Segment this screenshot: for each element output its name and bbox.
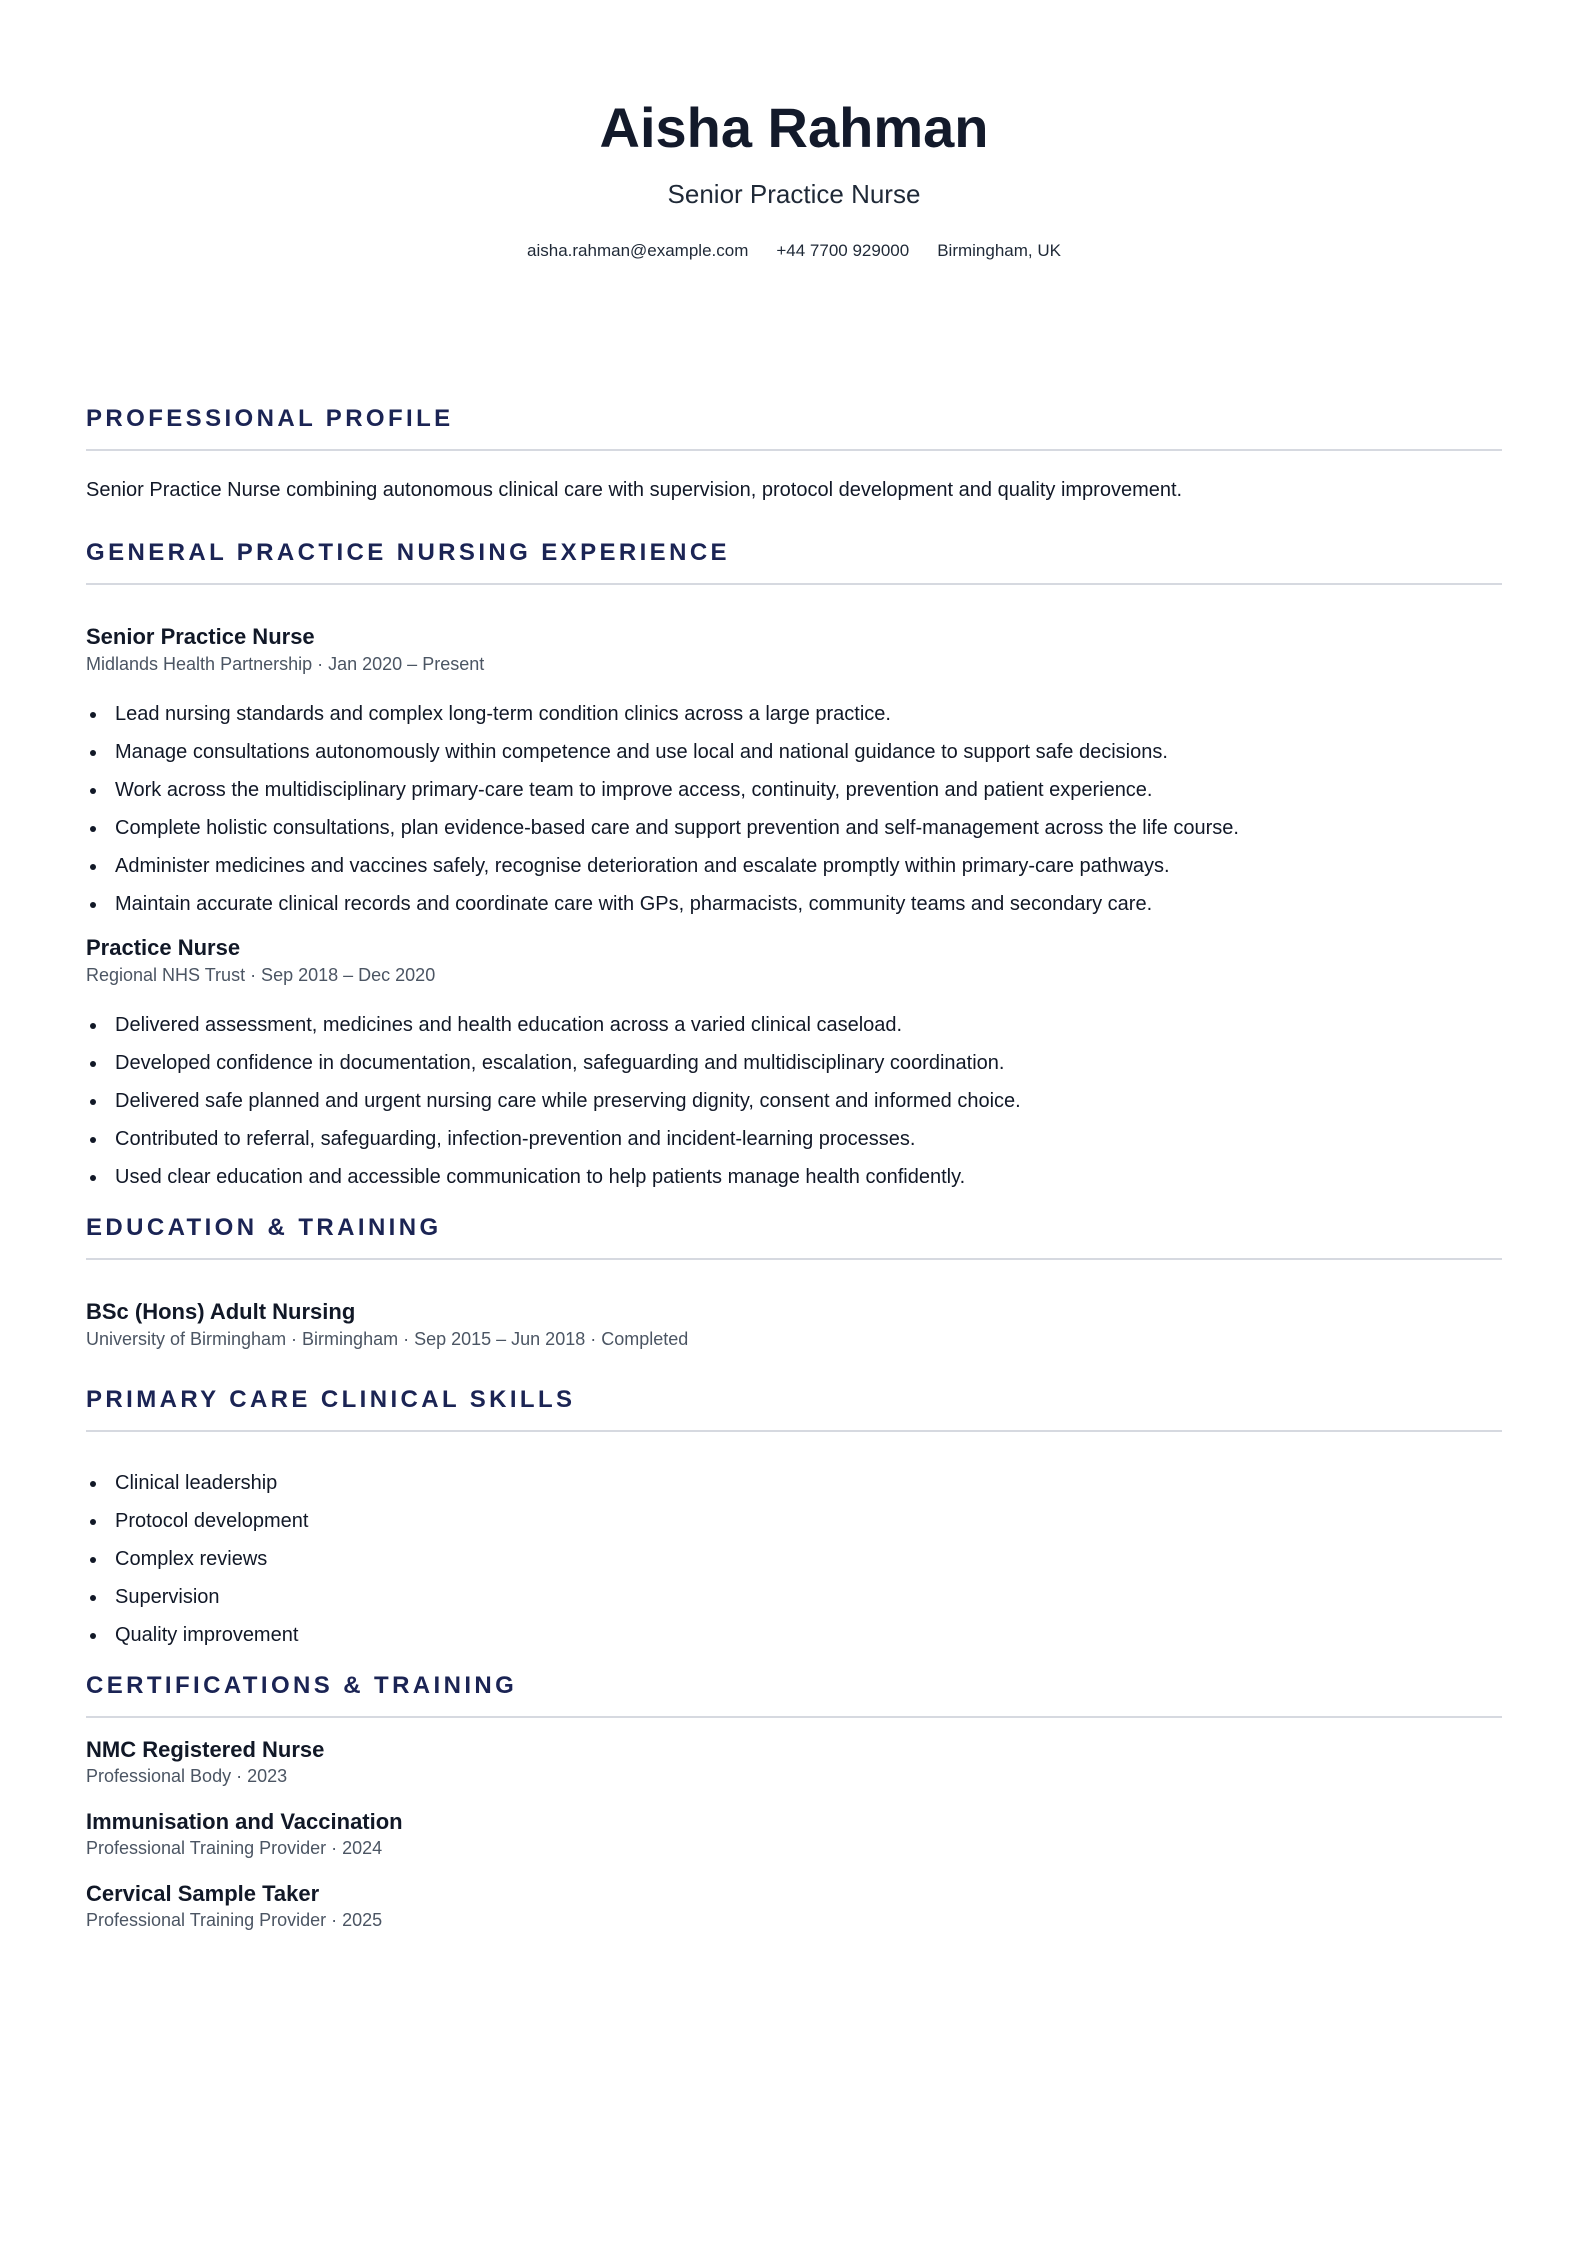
list-item: Delivered safe planned and urgent nursing care while preserving dignity, consent and informed choice. (86, 1087, 1502, 1115)
certification-title: Cervical Sample Taker (86, 1881, 320, 1906)
contact-email[interactable]: aisha.rahman@example.com (527, 241, 749, 260)
bullet-icon (90, 864, 96, 870)
bullet-icon (90, 826, 96, 832)
section-heading-profile: PROFESSIONAL PROFILE (86, 405, 454, 432)
certification-meta: Professional Body · 2023 (86, 1766, 288, 1786)
job-meta: Midlands Health Partnership · Jan 2020 – Present (86, 654, 485, 674)
job-meta: Regional NHS Trust · Sep 2018 – Dec 2020 (86, 965, 436, 985)
bullet-icon (90, 1137, 96, 1143)
list-item: Delivered assessment, medicines and health education across a varied clinical caseload. (86, 1011, 1502, 1039)
candidate-name: Aisha Rahman (599, 96, 989, 159)
section-divider (86, 583, 1502, 585)
list-item: Quality improvement (86, 1621, 1502, 1649)
section-divider (86, 449, 1502, 451)
section-heading-experience: GENERAL PRACTICE NURSING EXPERIENCE (86, 539, 730, 566)
list-item: Developed confidence in documentation, escalation, safeguarding and multidisciplinary coordination. (86, 1049, 1502, 1077)
profile-summary: Senior Practice Nurse combining autonomous clinical care with supervision, protocol development and quality improvement. (86, 479, 1183, 501)
list-item: Complex reviews (86, 1545, 1502, 1573)
skills-list (86, 1469, 1502, 1649)
contact-line (86, 240, 1502, 262)
section-certifications (86, 1671, 1502, 1932)
bullet-icon (90, 788, 96, 794)
list-item: Used clear education and accessible communication to help patients manage health confidently. (86, 1163, 1502, 1191)
contact-phone[interactable]: +44 7700 929000 (776, 241, 910, 260)
certification-meta: Professional Training Provider · 2025 (86, 1910, 383, 1930)
section-heading-education: EDUCATION & TRAINING (86, 1214, 442, 1241)
degree-meta: University of Birmingham · Birmingham · Sep 2015 – Jun 2018 · Completed (86, 1329, 689, 1349)
job-title: Senior Practice Nurse (86, 624, 315, 649)
degree-title: BSc (Hons) Adult Nursing (86, 1299, 356, 1324)
section-experience (86, 538, 1502, 1191)
list-item: Clinical leadership (86, 1469, 1502, 1497)
section-education (86, 1213, 1502, 1351)
job-bullets (86, 700, 1502, 918)
certification-meta: Professional Training Provider · 2024 (86, 1838, 383, 1858)
candidate-title: Senior Practice Nurse (667, 179, 921, 209)
bullet-icon (90, 1175, 96, 1181)
bullet-icon (90, 1481, 96, 1487)
bullet-icon (90, 1557, 96, 1563)
list-item: Protocol development (86, 1507, 1502, 1535)
resume-header (86, 0, 1502, 262)
contact-location: Birmingham, UK (937, 241, 1061, 260)
certification-title: Immunisation and Vaccination (86, 1809, 403, 1834)
bullet-icon (90, 712, 96, 718)
certification-entry (86, 1808, 1502, 1860)
job-bullets (86, 1011, 1502, 1191)
list-item: Work across the multidisciplinary primary-care team to improve access, continuity, prevention and patient experience. (86, 776, 1502, 804)
list-item: Complete holistic consultations, plan evidence-based care and support prevention and self-management across the life course. (86, 814, 1502, 842)
bullet-icon (90, 1023, 96, 1029)
bullet-icon (90, 750, 96, 756)
certification-entry (86, 1880, 1502, 1932)
list-item: Manage consultations autonomously within competence and use local and national guidance to support safe decisions. (86, 738, 1502, 766)
section-skills (86, 1385, 1502, 1649)
job-entry (86, 623, 1502, 918)
bullet-icon (90, 902, 96, 908)
bullet-icon (90, 1633, 96, 1639)
section-divider (86, 1258, 1502, 1260)
section-divider (86, 1716, 1502, 1718)
certification-title: NMC Registered Nurse (86, 1737, 325, 1762)
certification-entry (86, 1736, 1502, 1788)
section-heading-skills: PRIMARY CARE CLINICAL SKILLS (86, 1386, 576, 1413)
bullet-icon (90, 1519, 96, 1525)
list-item: Contributed to referral, safeguarding, infection-prevention and incident-learning processes. (86, 1125, 1502, 1153)
section-profile (86, 404, 1502, 504)
list-item: Supervision (86, 1583, 1502, 1611)
bullet-icon (90, 1595, 96, 1601)
section-heading-certifications: CERTIFICATIONS & TRAINING (86, 1672, 518, 1699)
section-divider (86, 1430, 1502, 1432)
job-entry (86, 934, 1502, 1191)
list-item: Lead nursing standards and complex long-term condition clinics across a large practice. (86, 700, 1502, 728)
education-entry (86, 1298, 1502, 1351)
bullet-icon (90, 1099, 96, 1105)
list-item: Administer medicines and vaccines safely, recognise deterioration and escalate promptly within primary-care pathways. (86, 852, 1502, 880)
list-item: Maintain accurate clinical records and coordinate care with GPs, pharmacists, community teams and secondary care. (86, 890, 1502, 918)
bullet-icon (90, 1061, 96, 1067)
job-title: Practice Nurse (86, 935, 241, 960)
